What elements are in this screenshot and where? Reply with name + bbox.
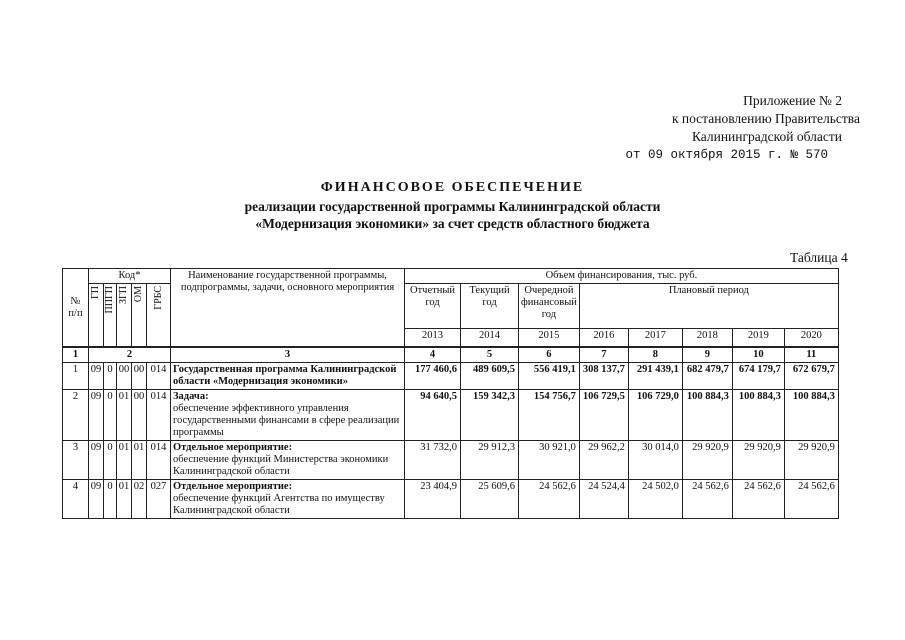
code-cell: 01 xyxy=(132,441,147,480)
code-cell: 014 xyxy=(147,363,171,390)
value-cell: 674 179,7 xyxy=(732,363,784,390)
value-cell: 24 562,6 xyxy=(732,480,784,519)
index-cell: 2 xyxy=(89,347,171,363)
doc-subtitle-2: «Модернизация экономики» за счет средств областного бюджета xyxy=(255,216,650,231)
appendix-header xyxy=(600,92,860,164)
year-cell: 2016 xyxy=(579,329,628,347)
index-cell: 10 xyxy=(732,347,784,363)
index-cell: 9 xyxy=(682,347,732,363)
code-cell: 0 xyxy=(104,390,117,441)
code-cell: 014 xyxy=(147,441,171,480)
row-name-bold: Отдельное мероприятие: xyxy=(173,481,293,492)
code-col-ppgp: ППГП xyxy=(104,286,115,314)
appendix-line-2: к постановлению Правительства xyxy=(671,111,860,126)
index-cell: 5 xyxy=(461,347,519,363)
code-cell: 01 xyxy=(117,480,132,519)
value-cell: 25 609,6 xyxy=(461,480,519,519)
value-cell: 100 884,3 xyxy=(732,390,784,441)
table-row xyxy=(63,363,839,390)
value-cell: 100 884,3 xyxy=(682,390,732,441)
value-cell: 291 439,1 xyxy=(628,363,682,390)
index-cell: 4 xyxy=(405,347,461,363)
index-cell: 6 xyxy=(519,347,580,363)
value-cell: 31 732,0 xyxy=(405,441,461,480)
value-cell: 24 562,6 xyxy=(682,480,732,519)
value-cell: 29 920,9 xyxy=(682,441,732,480)
value-cell: 30 014,0 xyxy=(628,441,682,480)
code-col-gp: ГП xyxy=(90,286,101,300)
col-report-header: Отчетный год xyxy=(405,284,461,329)
code-cell: 09 xyxy=(89,390,104,441)
value-cell: 159 342,3 xyxy=(461,390,519,441)
col-current-header: Текущий год xyxy=(461,284,519,329)
doc-title: ФИНАНСОВОЕ ОБЕСПЕЧЕНИЕ xyxy=(320,180,585,195)
year-cell: 2015 xyxy=(519,329,580,347)
table-row xyxy=(63,441,839,480)
code-col-grbs: ГРБС xyxy=(152,286,164,310)
value-cell: 106 729,5 xyxy=(579,390,628,441)
table-label: Таблица 4 xyxy=(790,250,848,265)
row-name-text: обеспечение функций Агентства по имуществу Калининградской области xyxy=(173,493,385,516)
value-cell: 29 912,3 xyxy=(461,441,519,480)
value-cell: 29 962,2 xyxy=(579,441,628,480)
index-cell: 7 xyxy=(579,347,628,363)
code-cell: 01 xyxy=(117,390,132,441)
appendix-line-1: Приложение № 2 xyxy=(743,93,842,108)
row-number: 2 xyxy=(63,390,89,441)
code-cell: 00 xyxy=(132,390,147,441)
code-col-zgp: ЗГП xyxy=(118,286,129,305)
index-cell: 8 xyxy=(628,347,682,363)
value-cell: 556 419,1 xyxy=(519,363,580,390)
index-row xyxy=(63,347,839,363)
year-cell: 2018 xyxy=(682,329,732,347)
value-cell: 24 524,4 xyxy=(579,480,628,519)
col-num-header: № п/п xyxy=(63,269,89,348)
value-cell: 308 137,7 xyxy=(579,363,628,390)
appendix-line-3: Калининградской области xyxy=(691,129,842,144)
row-name-bold: Государственная программа Калининградской области «Модернизация экономики» xyxy=(173,364,397,387)
value-cell: 24 502,0 xyxy=(628,480,682,519)
value-cell: 23 404,9 xyxy=(405,480,461,519)
row-name-bold: Отдельное мероприятие: xyxy=(173,442,293,453)
col-plan-header: Плановый период xyxy=(579,284,838,329)
row-name-bold: Задача: xyxy=(173,391,209,402)
appendix-line-4: от 09 октября 2015 г. № 570 xyxy=(625,148,828,162)
table-row xyxy=(63,480,839,519)
year-cell: 2020 xyxy=(784,329,838,347)
value-cell: 682 479,7 xyxy=(682,363,732,390)
code-cell: 02 xyxy=(132,480,147,519)
value-cell: 29 920,9 xyxy=(732,441,784,480)
value-cell: 24 562,6 xyxy=(784,480,838,519)
row-number: 1 xyxy=(63,363,89,390)
value-cell: 94 640,5 xyxy=(405,390,461,441)
col-volume-header: Объем финансирования, тыс. руб. xyxy=(405,269,839,284)
value-cell: 154 756,7 xyxy=(519,390,580,441)
financing-table xyxy=(62,268,839,519)
col-name-header: Наименование государственной программы, подпрограммы, задачи, основного мероприятия xyxy=(171,269,405,348)
code-cell: 0 xyxy=(104,441,117,480)
code-cell: 00 xyxy=(132,363,147,390)
col-code-header: Код* xyxy=(89,269,171,284)
row-name-text: обеспечение функций Министерства экономики Калининградской области xyxy=(173,454,389,477)
doc-subtitle-1: реализации государственной программы Калининградской области xyxy=(244,199,661,214)
year-cell: 2019 xyxy=(732,329,784,347)
header-row-1 xyxy=(63,269,839,284)
row-name xyxy=(171,363,405,390)
row-name xyxy=(171,390,405,441)
code-cell: 00 xyxy=(117,363,132,390)
code-cell: 0 xyxy=(104,480,117,519)
row-number: 4 xyxy=(63,480,89,519)
row-name-text: обеспечение эффективного управления государственными финансами в сфере реализации программы xyxy=(173,403,400,438)
year-cell: 2013 xyxy=(405,329,461,347)
row-name xyxy=(171,441,405,480)
code-col-om: ОМ xyxy=(133,286,144,303)
year-cell: 2017 xyxy=(628,329,682,347)
code-cell: 027 xyxy=(147,480,171,519)
value-cell: 177 460,6 xyxy=(405,363,461,390)
value-cell: 672 679,7 xyxy=(784,363,838,390)
code-cell: 09 xyxy=(89,480,104,519)
value-cell: 29 920,9 xyxy=(784,441,838,480)
value-cell: 30 921,0 xyxy=(519,441,580,480)
index-cell: 3 xyxy=(171,347,405,363)
value-cell: 106 729,0 xyxy=(628,390,682,441)
code-cell: 0 xyxy=(104,363,117,390)
code-cell: 01 xyxy=(117,441,132,480)
table-row xyxy=(63,390,839,441)
index-cell: 11 xyxy=(784,347,838,363)
row-name xyxy=(171,480,405,519)
row-number: 3 xyxy=(63,441,89,480)
value-cell: 24 562,6 xyxy=(519,480,580,519)
year-cell: 2014 xyxy=(461,329,519,347)
index-cell: 1 xyxy=(63,347,89,363)
code-cell: 014 xyxy=(147,390,171,441)
table-body xyxy=(63,363,839,519)
code-cell: 09 xyxy=(89,441,104,480)
code-cell: 09 xyxy=(89,363,104,390)
value-cell: 100 884,3 xyxy=(784,390,838,441)
col-next-header: Очередной финансовый год xyxy=(519,284,580,329)
value-cell: 489 609,5 xyxy=(461,363,519,390)
